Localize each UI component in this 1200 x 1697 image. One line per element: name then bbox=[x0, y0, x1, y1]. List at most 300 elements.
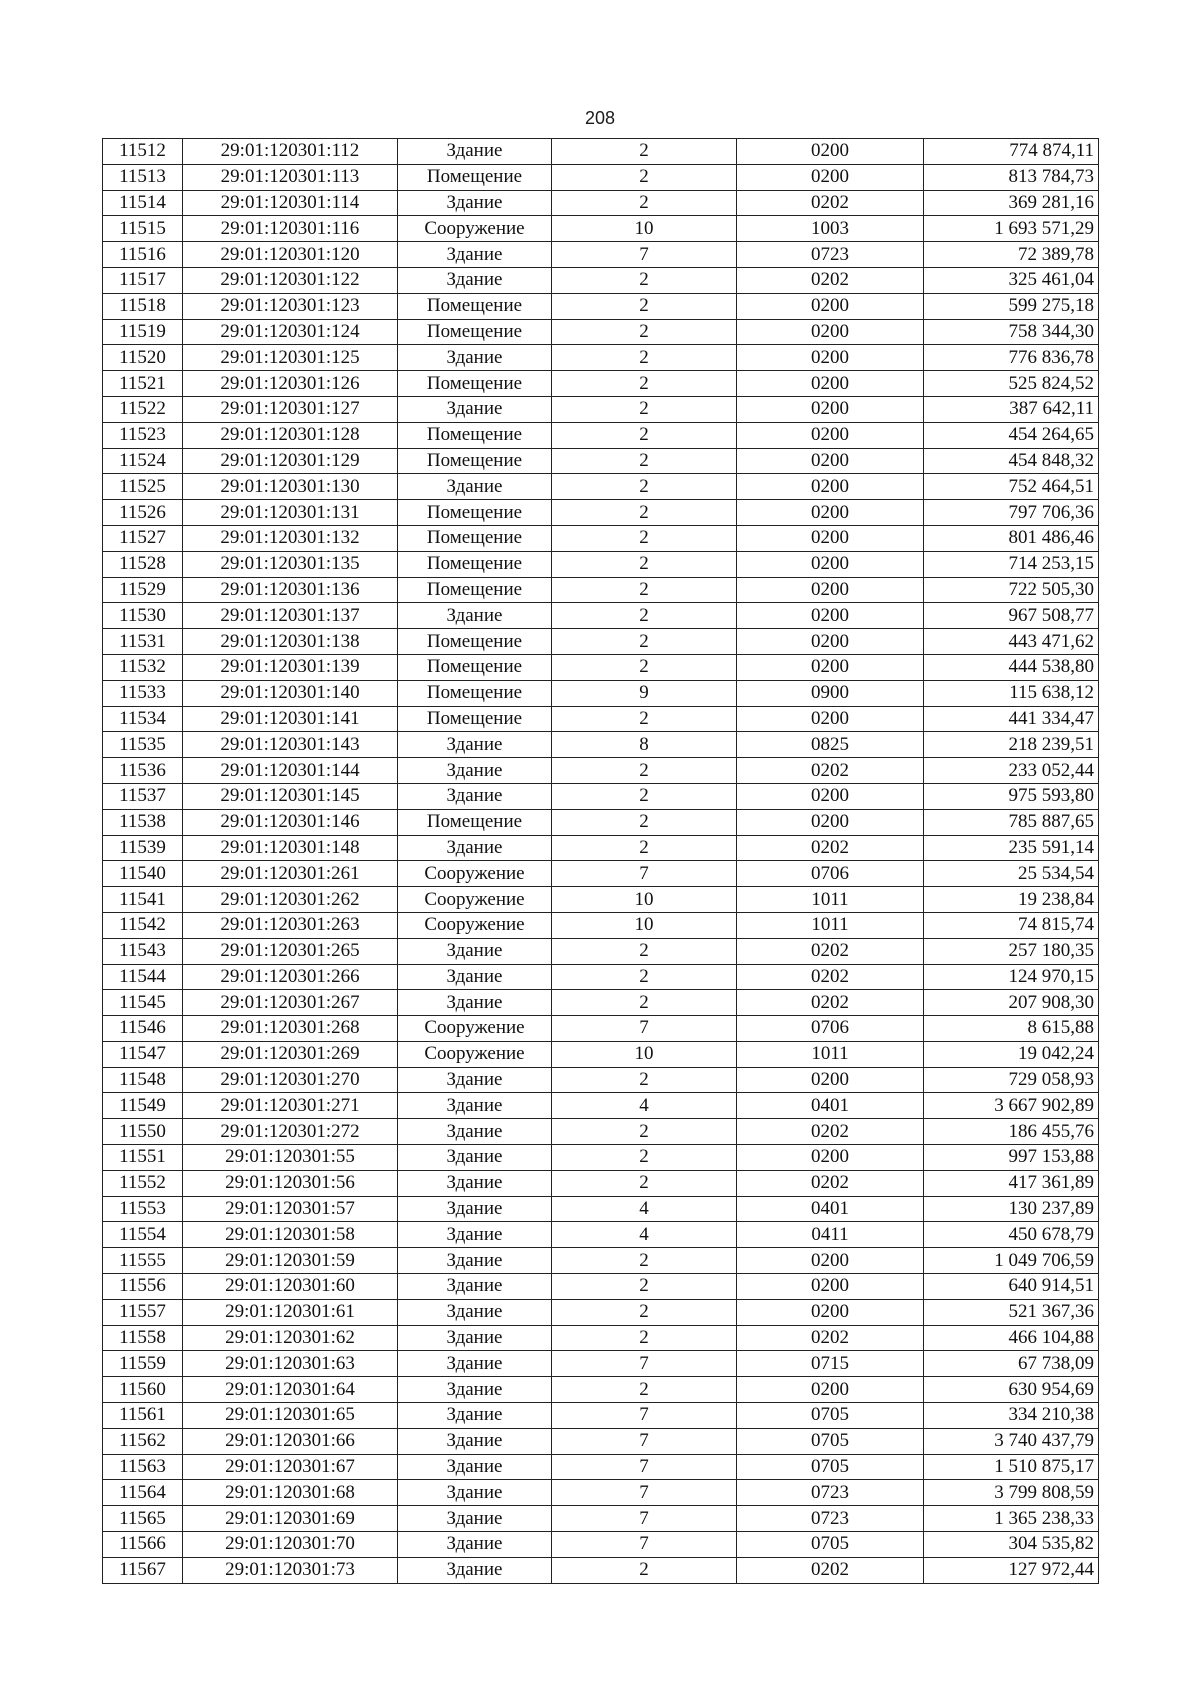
cadastral-value-cell: 325 461,04 bbox=[924, 267, 1099, 293]
table-row bbox=[103, 1016, 1099, 1042]
subgroup-code-cell: 0706 bbox=[737, 1016, 924, 1042]
table-row bbox=[103, 629, 1099, 655]
row-number-cell: 11544 bbox=[103, 964, 183, 990]
cadastral-value-cell: 443 471,62 bbox=[924, 629, 1099, 655]
group-number-cell: 10 bbox=[552, 887, 737, 913]
table-row bbox=[103, 835, 1099, 861]
group-number-cell: 7 bbox=[552, 861, 737, 887]
table-row bbox=[103, 964, 1099, 990]
object-type-cell: Здание bbox=[398, 1145, 552, 1171]
table-row bbox=[103, 1403, 1099, 1429]
table-row bbox=[103, 1274, 1099, 1300]
subgroup-code-cell: 0202 bbox=[737, 990, 924, 1016]
table-row bbox=[103, 319, 1099, 345]
row-number-cell: 11527 bbox=[103, 525, 183, 551]
cadastral-value-cell: 218 239,51 bbox=[924, 732, 1099, 758]
cadastral-value-cell: 257 180,35 bbox=[924, 938, 1099, 964]
subgroup-code-cell: 0200 bbox=[737, 706, 924, 732]
object-type-cell: Здание bbox=[398, 345, 552, 371]
subgroup-code-cell: 0200 bbox=[737, 551, 924, 577]
object-type-cell: Помещение bbox=[398, 680, 552, 706]
cadastral-value-cell: 640 914,51 bbox=[924, 1274, 1099, 1300]
group-number-cell: 2 bbox=[552, 551, 737, 577]
row-number-cell: 11513 bbox=[103, 164, 183, 190]
table-row bbox=[103, 293, 1099, 319]
cadastral-number-cell: 29:01:120301:64 bbox=[183, 1377, 398, 1403]
cadastral-number-cell: 29:01:120301:270 bbox=[183, 1067, 398, 1093]
cadastral-number-cell: 29:01:120301:61 bbox=[183, 1299, 398, 1325]
row-number-cell: 11551 bbox=[103, 1145, 183, 1171]
cadastral-number-cell: 29:01:120301:148 bbox=[183, 835, 398, 861]
row-number-cell: 11562 bbox=[103, 1428, 183, 1454]
cadastral-number-cell: 29:01:120301:114 bbox=[183, 190, 398, 216]
subgroup-code-cell: 0706 bbox=[737, 861, 924, 887]
table-row bbox=[103, 551, 1099, 577]
row-number-cell: 11528 bbox=[103, 551, 183, 577]
row-number-cell: 11540 bbox=[103, 861, 183, 887]
object-type-cell: Здание bbox=[398, 1325, 552, 1351]
object-type-cell: Здание bbox=[398, 1506, 552, 1532]
row-number-cell: 11537 bbox=[103, 783, 183, 809]
subgroup-code-cell: 0200 bbox=[737, 448, 924, 474]
cadastral-number-cell: 29:01:120301:145 bbox=[183, 783, 398, 809]
group-number-cell: 2 bbox=[552, 577, 737, 603]
subgroup-code-cell: 0200 bbox=[737, 809, 924, 835]
group-number-cell: 2 bbox=[552, 164, 737, 190]
cadastral-value-cell: 3 740 437,79 bbox=[924, 1428, 1099, 1454]
subgroup-code-cell: 0202 bbox=[737, 835, 924, 861]
cadastral-value-cell: 975 593,80 bbox=[924, 783, 1099, 809]
object-type-cell: Здание bbox=[398, 1557, 552, 1583]
group-number-cell: 7 bbox=[552, 1506, 737, 1532]
cadastral-value-cell: 774 874,11 bbox=[924, 139, 1099, 165]
table-body bbox=[103, 139, 1099, 1584]
row-number-cell: 11525 bbox=[103, 474, 183, 500]
row-number-cell: 11519 bbox=[103, 319, 183, 345]
subgroup-code-cell: 0200 bbox=[737, 1377, 924, 1403]
object-type-cell: Здание bbox=[398, 474, 552, 500]
table-row bbox=[103, 1248, 1099, 1274]
table-row bbox=[103, 1299, 1099, 1325]
cadastral-value-cell: 752 464,51 bbox=[924, 474, 1099, 500]
subgroup-code-cell: 0200 bbox=[737, 1145, 924, 1171]
row-number-cell: 11548 bbox=[103, 1067, 183, 1093]
object-type-cell: Здание bbox=[398, 267, 552, 293]
subgroup-code-cell: 1011 bbox=[737, 1041, 924, 1067]
subgroup-code-cell: 0200 bbox=[737, 345, 924, 371]
subgroup-code-cell: 0723 bbox=[737, 1506, 924, 1532]
row-number-cell: 11532 bbox=[103, 654, 183, 680]
group-number-cell: 7 bbox=[552, 1454, 737, 1480]
table-row bbox=[103, 139, 1099, 165]
row-number-cell: 11564 bbox=[103, 1480, 183, 1506]
row-number-cell: 11521 bbox=[103, 371, 183, 397]
group-number-cell: 2 bbox=[552, 1299, 737, 1325]
cadastral-value-cell: 776 836,78 bbox=[924, 345, 1099, 371]
object-type-cell: Здание bbox=[398, 1351, 552, 1377]
group-number-cell: 7 bbox=[552, 1532, 737, 1558]
cadastral-number-cell: 29:01:120301:58 bbox=[183, 1222, 398, 1248]
cadastral-value-cell: 369 281,16 bbox=[924, 190, 1099, 216]
cadastral-number-cell: 29:01:120301:130 bbox=[183, 474, 398, 500]
cadastral-number-cell: 29:01:120301:136 bbox=[183, 577, 398, 603]
subgroup-code-cell: 0200 bbox=[737, 577, 924, 603]
cadastral-number-cell: 29:01:120301:126 bbox=[183, 371, 398, 397]
object-type-cell: Здание bbox=[398, 835, 552, 861]
cadastral-number-cell: 29:01:120301:120 bbox=[183, 242, 398, 268]
cadastral-value-cell: 186 455,76 bbox=[924, 1119, 1099, 1145]
row-number-cell: 11566 bbox=[103, 1532, 183, 1558]
group-number-cell: 2 bbox=[552, 139, 737, 165]
table-row bbox=[103, 1506, 1099, 1532]
table-row bbox=[103, 525, 1099, 551]
cadastral-number-cell: 29:01:120301:112 bbox=[183, 139, 398, 165]
table-row bbox=[103, 422, 1099, 448]
table-row bbox=[103, 267, 1099, 293]
cadastral-value-cell: 130 237,89 bbox=[924, 1196, 1099, 1222]
row-number-cell: 11559 bbox=[103, 1351, 183, 1377]
row-number-cell: 11526 bbox=[103, 500, 183, 526]
subgroup-code-cell: 0705 bbox=[737, 1403, 924, 1429]
object-type-cell: Здание bbox=[398, 1532, 552, 1558]
row-number-cell: 11522 bbox=[103, 396, 183, 422]
subgroup-code-cell: 0200 bbox=[737, 1248, 924, 1274]
object-type-cell: Здание bbox=[398, 1119, 552, 1145]
table-row bbox=[103, 809, 1099, 835]
object-type-cell: Здание bbox=[398, 964, 552, 990]
table-row bbox=[103, 371, 1099, 397]
table-row bbox=[103, 242, 1099, 268]
cadastral-value-cell: 19 042,24 bbox=[924, 1041, 1099, 1067]
subgroup-code-cell: 0200 bbox=[737, 371, 924, 397]
object-type-cell: Сооружение bbox=[398, 1016, 552, 1042]
row-number-cell: 11543 bbox=[103, 938, 183, 964]
table-row bbox=[103, 448, 1099, 474]
cadastral-value-cell: 1 049 706,59 bbox=[924, 1248, 1099, 1274]
subgroup-code-cell: 0200 bbox=[737, 525, 924, 551]
object-type-cell: Здание bbox=[398, 1299, 552, 1325]
object-type-cell: Здание bbox=[398, 1248, 552, 1274]
cadastral-value-cell: 207 908,30 bbox=[924, 990, 1099, 1016]
group-number-cell: 2 bbox=[552, 1119, 737, 1145]
cadastral-value-cell: 997 153,88 bbox=[924, 1145, 1099, 1171]
row-number-cell: 11514 bbox=[103, 190, 183, 216]
object-type-cell: Здание bbox=[398, 758, 552, 784]
cadastral-value-cell: 441 334,47 bbox=[924, 706, 1099, 732]
cadastral-value-table bbox=[102, 138, 1099, 1584]
cadastral-number-cell: 29:01:120301:116 bbox=[183, 216, 398, 242]
subgroup-code-cell: 0200 bbox=[737, 422, 924, 448]
object-type-cell: Помещение bbox=[398, 654, 552, 680]
object-type-cell: Здание bbox=[398, 1196, 552, 1222]
cadastral-number-cell: 29:01:120301:268 bbox=[183, 1016, 398, 1042]
cadastral-value-cell: 967 508,77 bbox=[924, 603, 1099, 629]
cadastral-number-cell: 29:01:120301:144 bbox=[183, 758, 398, 784]
row-number-cell: 11563 bbox=[103, 1454, 183, 1480]
group-number-cell: 2 bbox=[552, 1170, 737, 1196]
row-number-cell: 11545 bbox=[103, 990, 183, 1016]
group-number-cell: 2 bbox=[552, 809, 737, 835]
row-number-cell: 11554 bbox=[103, 1222, 183, 1248]
object-type-cell: Сооружение bbox=[398, 216, 552, 242]
object-type-cell: Сооружение bbox=[398, 887, 552, 913]
group-number-cell: 2 bbox=[552, 448, 737, 474]
group-number-cell: 2 bbox=[552, 783, 737, 809]
cadastral-number-cell: 29:01:120301:139 bbox=[183, 654, 398, 680]
cadastral-value-cell: 813 784,73 bbox=[924, 164, 1099, 190]
cadastral-number-cell: 29:01:120301:67 bbox=[183, 1454, 398, 1480]
group-number-cell: 2 bbox=[552, 603, 737, 629]
cadastral-number-cell: 29:01:120301:146 bbox=[183, 809, 398, 835]
group-number-cell: 7 bbox=[552, 1016, 737, 1042]
table-row bbox=[103, 1557, 1099, 1583]
row-number-cell: 11555 bbox=[103, 1248, 183, 1274]
cadastral-number-cell: 29:01:120301:66 bbox=[183, 1428, 398, 1454]
subgroup-code-cell: 0202 bbox=[737, 758, 924, 784]
cadastral-value-cell: 1 365 238,33 bbox=[924, 1506, 1099, 1532]
cadastral-value-cell: 25 534,54 bbox=[924, 861, 1099, 887]
table-row bbox=[103, 706, 1099, 732]
cadastral-number-cell: 29:01:120301:265 bbox=[183, 938, 398, 964]
row-number-cell: 11560 bbox=[103, 1377, 183, 1403]
subgroup-code-cell: 0200 bbox=[737, 474, 924, 500]
cadastral-number-cell: 29:01:120301:138 bbox=[183, 629, 398, 655]
subgroup-code-cell: 0200 bbox=[737, 1274, 924, 1300]
table-row bbox=[103, 216, 1099, 242]
object-type-cell: Здание bbox=[398, 242, 552, 268]
cadastral-number-cell: 29:01:120301:262 bbox=[183, 887, 398, 913]
cadastral-value-cell: 525 824,52 bbox=[924, 371, 1099, 397]
group-number-cell: 2 bbox=[552, 371, 737, 397]
row-number-cell: 11524 bbox=[103, 448, 183, 474]
object-type-cell: Здание bbox=[398, 1274, 552, 1300]
object-type-cell: Здание bbox=[398, 396, 552, 422]
group-number-cell: 2 bbox=[552, 1274, 737, 1300]
cadastral-number-cell: 29:01:120301:271 bbox=[183, 1093, 398, 1119]
table-row bbox=[103, 1428, 1099, 1454]
subgroup-code-cell: 0705 bbox=[737, 1428, 924, 1454]
table-row bbox=[103, 1480, 1099, 1506]
subgroup-code-cell: 0723 bbox=[737, 1480, 924, 1506]
subgroup-code-cell: 0200 bbox=[737, 603, 924, 629]
row-number-cell: 11534 bbox=[103, 706, 183, 732]
group-number-cell: 10 bbox=[552, 1041, 737, 1067]
object-type-cell: Помещение bbox=[398, 293, 552, 319]
object-type-cell: Здание bbox=[398, 1222, 552, 1248]
cadastral-number-cell: 29:01:120301:123 bbox=[183, 293, 398, 319]
cadastral-number-cell: 29:01:120301:129 bbox=[183, 448, 398, 474]
cadastral-number-cell: 29:01:120301:69 bbox=[183, 1506, 398, 1532]
object-type-cell: Здание bbox=[398, 1428, 552, 1454]
cadastral-number-cell: 29:01:120301:73 bbox=[183, 1557, 398, 1583]
row-number-cell: 11556 bbox=[103, 1274, 183, 1300]
cadastral-value-cell: 1 510 875,17 bbox=[924, 1454, 1099, 1480]
cadastral-value-cell: 304 535,82 bbox=[924, 1532, 1099, 1558]
group-number-cell: 2 bbox=[552, 1067, 737, 1093]
object-type-cell: Помещение bbox=[398, 629, 552, 655]
cadastral-number-cell: 29:01:120301:125 bbox=[183, 345, 398, 371]
cadastral-value-cell: 124 970,15 bbox=[924, 964, 1099, 990]
subgroup-code-cell: 0202 bbox=[737, 1325, 924, 1351]
cadastral-value-cell: 801 486,46 bbox=[924, 525, 1099, 551]
cadastral-value-cell: 72 389,78 bbox=[924, 242, 1099, 268]
object-type-cell: Сооружение bbox=[398, 912, 552, 938]
row-number-cell: 11553 bbox=[103, 1196, 183, 1222]
group-number-cell: 4 bbox=[552, 1222, 737, 1248]
table-row bbox=[103, 1145, 1099, 1171]
subgroup-code-cell: 0401 bbox=[737, 1196, 924, 1222]
page-number: 208 bbox=[584, 108, 616, 128]
group-number-cell: 2 bbox=[552, 1248, 737, 1274]
cadastral-number-cell: 29:01:120301:128 bbox=[183, 422, 398, 448]
cadastral-number-cell: 29:01:120301:143 bbox=[183, 732, 398, 758]
cadastral-number-cell: 29:01:120301:55 bbox=[183, 1145, 398, 1171]
group-number-cell: 2 bbox=[552, 654, 737, 680]
subgroup-code-cell: 0202 bbox=[737, 1119, 924, 1145]
group-number-cell: 9 bbox=[552, 680, 737, 706]
subgroup-code-cell: 1011 bbox=[737, 887, 924, 913]
cadastral-value-cell: 74 815,74 bbox=[924, 912, 1099, 938]
cadastral-number-cell: 29:01:120301:59 bbox=[183, 1248, 398, 1274]
table-row bbox=[103, 190, 1099, 216]
row-number-cell: 11541 bbox=[103, 887, 183, 913]
row-number-cell: 11520 bbox=[103, 345, 183, 371]
table-row bbox=[103, 990, 1099, 1016]
group-number-cell: 2 bbox=[552, 293, 737, 319]
table-row bbox=[103, 1222, 1099, 1248]
cadastral-value-cell: 599 275,18 bbox=[924, 293, 1099, 319]
table-row bbox=[103, 887, 1099, 913]
cadastral-number-cell: 29:01:120301:272 bbox=[183, 1119, 398, 1145]
table-row bbox=[103, 861, 1099, 887]
object-type-cell: Здание bbox=[398, 990, 552, 1016]
object-type-cell: Сооружение bbox=[398, 861, 552, 887]
row-number-cell: 11561 bbox=[103, 1403, 183, 1429]
group-number-cell: 2 bbox=[552, 835, 737, 861]
row-number-cell: 11546 bbox=[103, 1016, 183, 1042]
table-row bbox=[103, 758, 1099, 784]
cadastral-number-cell: 29:01:120301:140 bbox=[183, 680, 398, 706]
cadastral-value-cell: 722 505,30 bbox=[924, 577, 1099, 603]
cadastral-number-cell: 29:01:120301:113 bbox=[183, 164, 398, 190]
cadastral-number-cell: 29:01:120301:263 bbox=[183, 912, 398, 938]
subgroup-code-cell: 0200 bbox=[737, 396, 924, 422]
group-number-cell: 2 bbox=[552, 706, 737, 732]
cadastral-number-cell: 29:01:120301:122 bbox=[183, 267, 398, 293]
group-number-cell: 2 bbox=[552, 990, 737, 1016]
object-type-cell: Помещение bbox=[398, 371, 552, 397]
row-number-cell: 11518 bbox=[103, 293, 183, 319]
cadastral-value-cell: 387 642,11 bbox=[924, 396, 1099, 422]
row-number-cell: 11533 bbox=[103, 680, 183, 706]
table-row bbox=[103, 680, 1099, 706]
table-row bbox=[103, 912, 1099, 938]
object-type-cell: Помещение bbox=[398, 706, 552, 732]
group-number-cell: 2 bbox=[552, 474, 737, 500]
cadastral-value-cell: 67 738,09 bbox=[924, 1351, 1099, 1377]
group-number-cell: 2 bbox=[552, 964, 737, 990]
table-row bbox=[103, 500, 1099, 526]
object-type-cell: Здание bbox=[398, 1480, 552, 1506]
table-row bbox=[103, 396, 1099, 422]
object-type-cell: Здание bbox=[398, 139, 552, 165]
cadastral-value-cell: 729 058,93 bbox=[924, 1067, 1099, 1093]
object-type-cell: Здание bbox=[398, 190, 552, 216]
cadastral-value-cell: 127 972,44 bbox=[924, 1557, 1099, 1583]
subgroup-code-cell: 0202 bbox=[737, 938, 924, 964]
group-number-cell: 2 bbox=[552, 345, 737, 371]
row-number-cell: 11552 bbox=[103, 1170, 183, 1196]
table-row bbox=[103, 783, 1099, 809]
cadastral-number-cell: 29:01:120301:56 bbox=[183, 1170, 398, 1196]
table-row bbox=[103, 603, 1099, 629]
cadastral-number-cell: 29:01:120301:62 bbox=[183, 1325, 398, 1351]
subgroup-code-cell: 0200 bbox=[737, 1067, 924, 1093]
group-number-cell: 2 bbox=[552, 1557, 737, 1583]
subgroup-code-cell: 0202 bbox=[737, 190, 924, 216]
cadastral-value-cell: 233 052,44 bbox=[924, 758, 1099, 784]
group-number-cell: 4 bbox=[552, 1196, 737, 1222]
cadastral-value-cell: 444 538,80 bbox=[924, 654, 1099, 680]
subgroup-code-cell: 0900 bbox=[737, 680, 924, 706]
cadastral-value-cell: 115 638,12 bbox=[924, 680, 1099, 706]
group-number-cell: 2 bbox=[552, 758, 737, 784]
object-type-cell: Помещение bbox=[398, 500, 552, 526]
cadastral-value-cell: 714 253,15 bbox=[924, 551, 1099, 577]
table-row bbox=[103, 1093, 1099, 1119]
row-number-cell: 11535 bbox=[103, 732, 183, 758]
cadastral-number-cell: 29:01:120301:65 bbox=[183, 1403, 398, 1429]
cadastral-value-cell: 450 678,79 bbox=[924, 1222, 1099, 1248]
group-number-cell: 4 bbox=[552, 1093, 737, 1119]
group-number-cell: 10 bbox=[552, 216, 737, 242]
group-number-cell: 7 bbox=[552, 1403, 737, 1429]
subgroup-code-cell: 0200 bbox=[737, 164, 924, 190]
group-number-cell: 2 bbox=[552, 422, 737, 448]
row-number-cell: 11538 bbox=[103, 809, 183, 835]
group-number-cell: 2 bbox=[552, 1325, 737, 1351]
cadastral-value-cell: 235 591,14 bbox=[924, 835, 1099, 861]
subgroup-code-cell: 0202 bbox=[737, 1170, 924, 1196]
cadastral-number-cell: 29:01:120301:132 bbox=[183, 525, 398, 551]
group-number-cell: 7 bbox=[552, 1351, 737, 1377]
group-number-cell: 2 bbox=[552, 500, 737, 526]
subgroup-code-cell: 0200 bbox=[737, 1299, 924, 1325]
subgroup-code-cell: 0825 bbox=[737, 732, 924, 758]
row-number-cell: 11512 bbox=[103, 139, 183, 165]
subgroup-code-cell: 0202 bbox=[737, 1557, 924, 1583]
table-row bbox=[103, 1454, 1099, 1480]
group-number-cell: 2 bbox=[552, 1145, 737, 1171]
group-number-cell: 7 bbox=[552, 242, 737, 268]
row-number-cell: 11565 bbox=[103, 1506, 183, 1532]
table-row bbox=[103, 1119, 1099, 1145]
subgroup-code-cell: 0200 bbox=[737, 783, 924, 809]
cadastral-number-cell: 29:01:120301:124 bbox=[183, 319, 398, 345]
row-number-cell: 11542 bbox=[103, 912, 183, 938]
row-number-cell: 11539 bbox=[103, 835, 183, 861]
row-number-cell: 11516 bbox=[103, 242, 183, 268]
row-number-cell: 11515 bbox=[103, 216, 183, 242]
cadastral-number-cell: 29:01:120301:137 bbox=[183, 603, 398, 629]
table-row bbox=[103, 1067, 1099, 1093]
cadastral-value-cell: 3 667 902,89 bbox=[924, 1093, 1099, 1119]
cadastral-number-cell: 29:01:120301:127 bbox=[183, 396, 398, 422]
row-number-cell: 11557 bbox=[103, 1299, 183, 1325]
object-type-cell: Здание bbox=[398, 603, 552, 629]
cadastral-value-cell: 521 367,36 bbox=[924, 1299, 1099, 1325]
cadastral-number-cell: 29:01:120301:57 bbox=[183, 1196, 398, 1222]
